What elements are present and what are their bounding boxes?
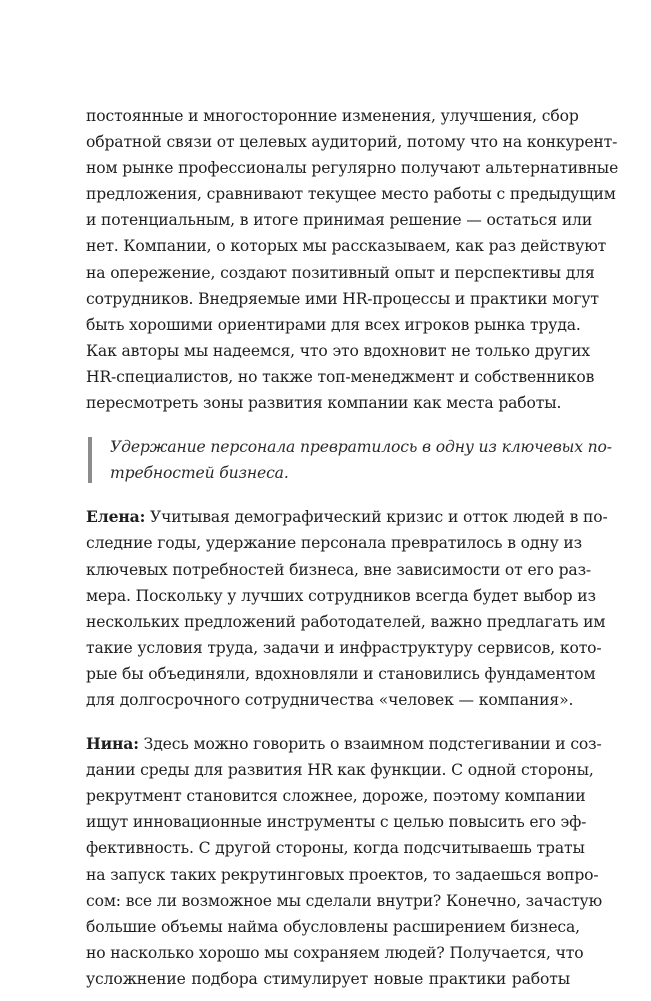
text-line: большие объемы найма обусловлены расширением бизнеса, xyxy=(86,917,580,936)
text-line: усложнение подбора стимулирует новые практики работы xyxy=(86,969,570,988)
text-line: для долгосрочного сотрудничества «человек — компания». xyxy=(86,690,574,709)
text-line: рые бы объединяли, вдохновляли и становились фундаментом xyxy=(86,664,596,683)
text-line: фективность. С другой стороны, когда подсчитываешь траты xyxy=(86,839,585,858)
text-line: на опережение, создают позитивный опыт и перспективы для xyxy=(86,263,595,282)
text-line: ищут инновационные инструменты с целью повысить его эф- xyxy=(86,813,587,832)
text-line: сом: все ли возможное мы сделали внутри? Конечно, зачастую xyxy=(86,891,603,910)
book-page xyxy=(86,103,619,992)
paragraph-elena xyxy=(86,504,608,713)
text-line: следние годы, удержание персонала превратилось в одну из xyxy=(86,534,583,553)
speaker-name: Нина: xyxy=(86,734,139,754)
paragraph-nina xyxy=(86,731,603,992)
text-line: Как авторы мы надеемся, что это вдохновит не только других xyxy=(86,341,590,360)
text-line: такие условия труда, задачи и инфраструктуру сервисов, кото- xyxy=(86,638,602,657)
text-line: ном рынке профессионалы регулярно получают альтернативные xyxy=(86,159,619,178)
text-line: нескольких предложений работодателей, важно предлагать им xyxy=(86,612,606,631)
text-line: на запуск таких рекрутинговых проектов, то задаешься вопро- xyxy=(86,865,599,884)
text-line: постоянные и многосторонние изменения, улучшения, сбор xyxy=(86,107,579,125)
text-line xyxy=(86,731,602,757)
text-line: пересмотреть зоны развития компании как места работы. xyxy=(86,394,562,413)
text-line: обратной связи от целевых аудиторий, потому что на конкурент- xyxy=(86,133,618,152)
text-line: ключевых потребностей бизнеса, вне зависимости от его раз- xyxy=(86,560,592,579)
text-line: рекрутмент становится сложнее, дороже, поэтому компании xyxy=(86,787,586,806)
speaker-text: Учитывая демографический кризис и отток людей в по- xyxy=(145,508,608,527)
quote-line: Удержание персонала превратилось в одну из ключевых по- xyxy=(110,438,612,457)
text-line: но насколько хорошо мы сохраняем людей? Получается, что xyxy=(86,943,584,962)
text-line: нет. Компании, о которых мы рассказываем, как раз действуют xyxy=(86,237,607,256)
text-line xyxy=(86,504,608,530)
quote-line: требностей бизнеса. xyxy=(110,464,289,483)
paragraph-intro xyxy=(86,103,619,416)
text-line: и потенциальным, в итоге принимая решение — остаться или xyxy=(86,211,593,230)
text-line: мера. Поскольку у лучших сотрудников всегда будет выбор из xyxy=(86,586,596,605)
text-line: HR-специалистов, но также топ-менеджмент и собственников xyxy=(86,367,595,386)
speaker-text: Здесь можно говорить о взаимном подстегивании и соз- xyxy=(138,735,602,754)
text-line: предложения, сравнивают текущее место работы с предыдущим xyxy=(86,185,616,204)
quote-bar xyxy=(88,437,92,483)
text-line: дании среды для развития HR как функции. С одной стороны, xyxy=(86,761,594,780)
text-line: быть хорошими ориентирами для всех игроков рынка труда. xyxy=(86,315,581,334)
speaker-name: Елена: xyxy=(86,507,146,527)
pull-quote xyxy=(86,434,612,486)
text-line: сотрудников. Внедряемые ими HR-процессы и практики могут xyxy=(86,289,599,308)
